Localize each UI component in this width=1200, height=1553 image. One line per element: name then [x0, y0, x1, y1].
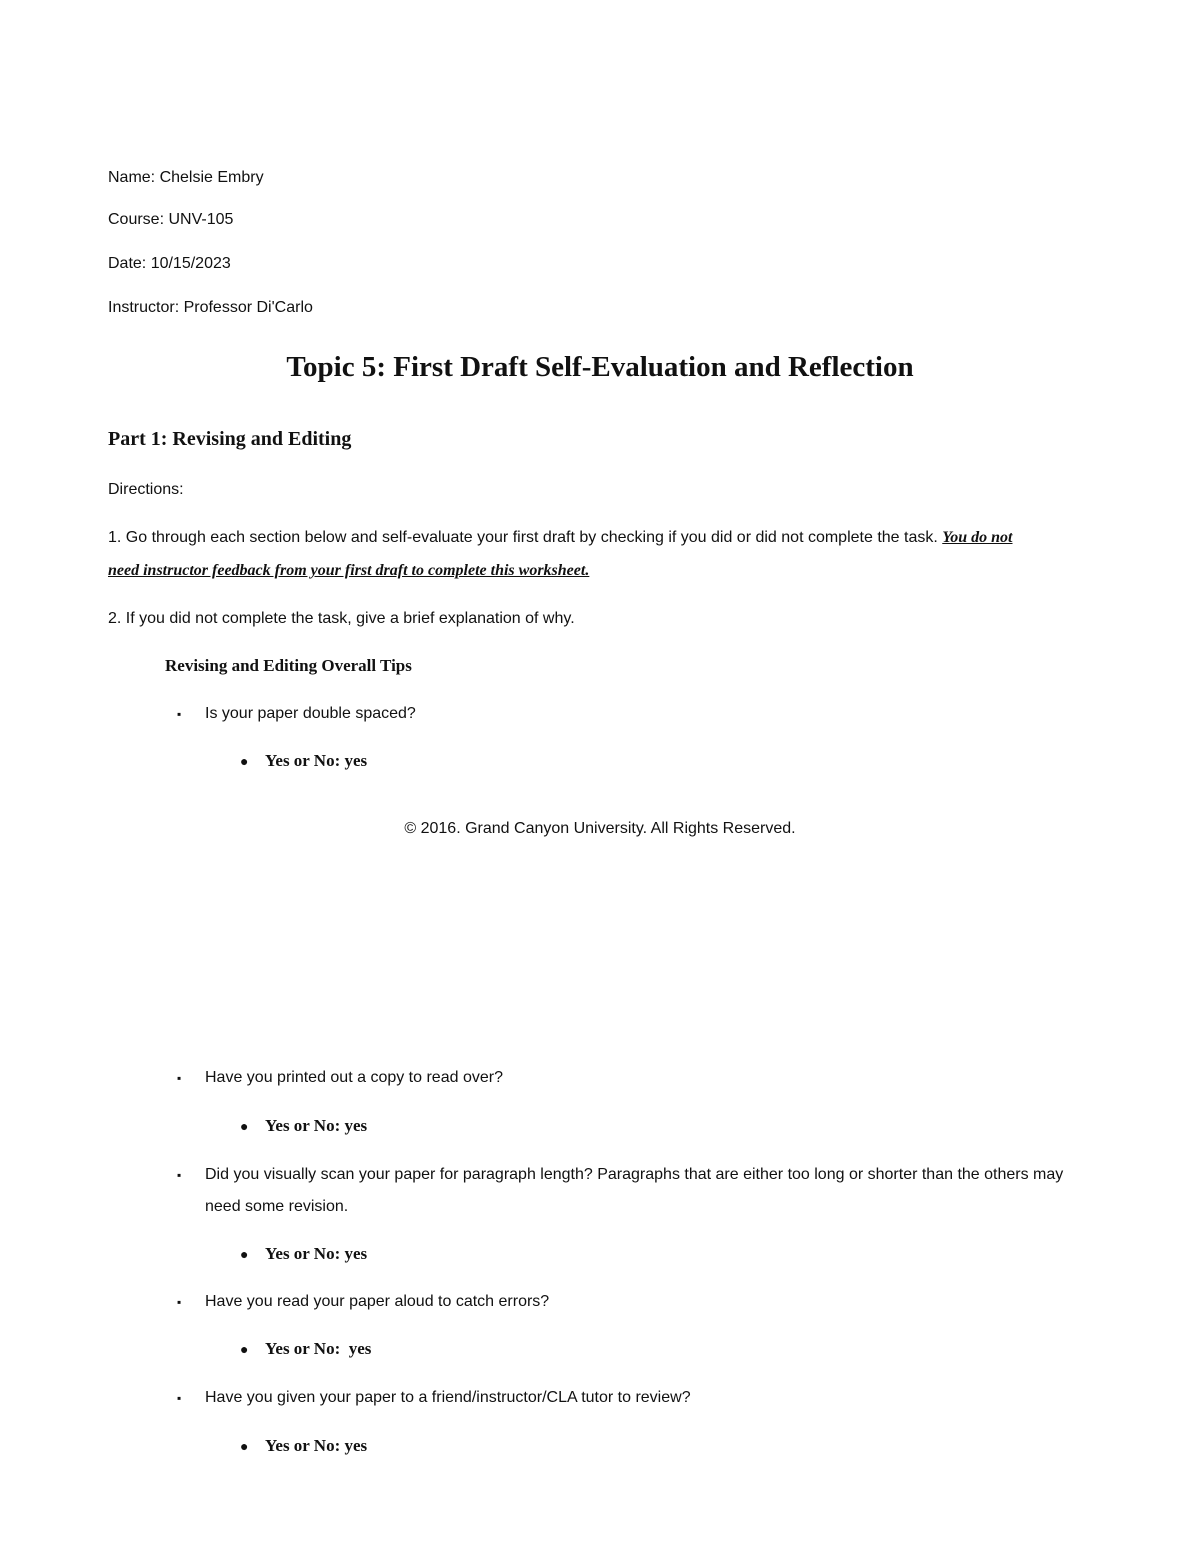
instructor-field: Instructor: Professor Di'Carlo — [108, 299, 313, 316]
answer-2: Yes or No: yes — [265, 1116, 368, 1135]
course-field: Course: UNV-105 — [108, 211, 234, 228]
direction-1-line-2 — [108, 561, 589, 581]
answer-3: Yes or No: yes — [265, 1244, 368, 1263]
square-bullet-icon: ▪ — [177, 1391, 182, 1405]
answer-5: Yes or No: yes — [265, 1436, 368, 1455]
round-bullet-icon: ● — [240, 1341, 249, 1357]
question-4: Have you read your paper aloud to catch errors? — [205, 1293, 550, 1310]
direction-1-emphasis-b: need instructor feedback from your first draft to complete this worksheet. — [108, 562, 590, 579]
student-name: Name: Chelsie Embry — [108, 169, 264, 186]
question-2: Have you printed out a copy to read over? — [205, 1069, 503, 1086]
round-bullet-icon: ● — [240, 753, 249, 769]
part1-heading: Part 1: Revising and Editing — [108, 428, 352, 450]
question-1: Is your paper double spaced? — [205, 705, 416, 722]
square-bullet-icon: ▪ — [177, 1295, 182, 1309]
square-bullet-icon: ▪ — [177, 707, 182, 721]
answer-1: Yes or No: yes — [265, 751, 368, 770]
round-bullet-icon: ● — [240, 1438, 249, 1454]
copyright-footer: © 2016. Grand Canyon University. All Rights Reserved. — [404, 820, 796, 837]
round-bullet-icon: ● — [240, 1118, 249, 1134]
direction-1-text: 1. Go through each section below and self-evaluate your first draft by checking if you did or did not complete the task. — [108, 529, 938, 546]
date-field: Date: 10/15/2023 — [108, 255, 231, 272]
question-5: Have you given your paper to a friend/instructor/CLA tutor to review? — [205, 1389, 691, 1406]
direction-1-emphasis-a: You do not — [942, 529, 1013, 546]
question-3-continued: need some revision. — [205, 1198, 349, 1215]
round-bullet-icon: ● — [240, 1246, 249, 1262]
answer-4: Yes or No: yes — [265, 1339, 372, 1358]
tips-heading: Revising and Editing Overall Tips — [165, 656, 412, 675]
direction-1-line-1 — [108, 528, 1013, 548]
page-title: Topic 5: First Draft Self-Evaluation and Reflection — [286, 351, 914, 383]
square-bullet-icon: ▪ — [177, 1071, 182, 1085]
square-bullet-icon: ▪ — [177, 1168, 182, 1182]
direction-2: 2. If you did not complete the task, give a brief explanation of why. — [108, 610, 575, 627]
directions-label: Directions: — [108, 481, 184, 498]
question-3: Did you visually scan your paper for paragraph length? Paragraphs that are either too long or shorter than the others may — [205, 1166, 1064, 1183]
